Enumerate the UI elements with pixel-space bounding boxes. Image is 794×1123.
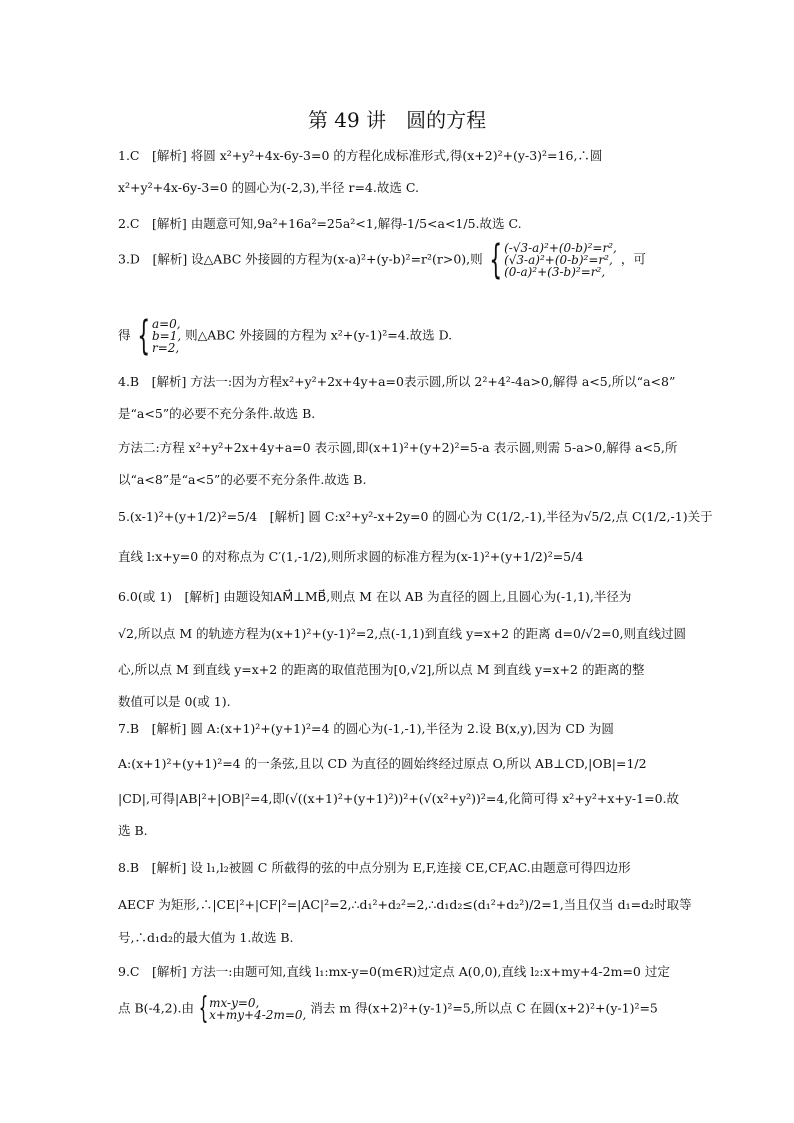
answer-1-line-2: x²+y²+4x-6y-3=0 的圆心为(-2,3),半径 r=4.故选 C.	[118, 180, 419, 195]
answer-8-line-3: 号,∴d₁d₂的最大值为 1.故选 B.	[118, 930, 294, 945]
system-row: x+my+4-2m=0,	[209, 1008, 307, 1022]
answer-4-line-1: 4.B [解析] 方法一:因为方程x²+y²+2x+4y+a=0表示圆,所以 2²+4²-4a>0,解得 a<5,所以“a<8”	[118, 374, 676, 389]
answer-8-line-1: 8.B [解析] 设 l₁,l₂被圆 C 所截得的弦的中点分别为 E,F,连接 CE,CF,AC.由题意可得四边形	[118, 860, 631, 875]
answer-3-line-2	[118, 313, 453, 359]
answer-6-line-1: 6.0(或 1) [解析] 由题设知AM⃗⊥MB⃗,则点 M 在以 AB 为直径的圆上,且圆心为(-1,1),半径为	[118, 589, 632, 604]
system-row: b=1,	[151, 329, 182, 343]
answer-4-line-4: 以“a<8”是“a<5”的必要不充分条件.故选 B.	[118, 472, 367, 487]
answer-6-line-2: √2,所以点 M 的轨迹方程为(x+1)²+(y-1)²=2,点(-1,1)到直线 y=x+2 的距离 d=0/√2=0,则直线过圆	[118, 626, 687, 641]
answer-3-tail: ，可	[620, 251, 646, 267]
answer-9-tail: 消去 m 得(x+2)²+(y-1)²=5,所以点 C 在圆(x+2)²+(y-1)²=5	[310, 1000, 658, 1016]
system-row: mx-y=0,	[209, 996, 260, 1010]
answer-7-line-1: 7.B [解析] 圆 A:(x+1)²+(y+1)²=4 的圆心为(-1,-1),半径为 2.设 B(x,y),因为 CD 为圆	[118, 721, 614, 736]
answer-7-line-3: |CD|,可得|AB|²+|OB|²=4,即(√((x+1)²+(y+1)²))²+(√(x²+y²))²=4,化简可得 x²+y²+x+y-1=0.故	[118, 791, 679, 806]
answer-9-text: 点 B(-4,2).由	[118, 1000, 194, 1016]
answer-7-line-2: A:(x+1)²+(y+1)²=4 的一条弦,且以 CD 为直径的圆始终经过原点 O,所以 AB⊥CD,|OB|=1/2	[118, 756, 647, 771]
solution-system: { a=0, b=1, r=2,	[136, 313, 182, 359]
answer-3-de: 得	[118, 327, 131, 343]
page-title: 第 49 讲 圆的方程	[307, 108, 487, 132]
answer-6-line-4: 数值可以是 0(或 1).	[118, 694, 231, 709]
answer-1-line-1: 1.C [解析] 将圆 x²+y²+4x-6y-3=0 的方程化成标准形式,得(x+2)²+(y-3)²=16,∴圆	[118, 148, 603, 163]
answer-5-line-1: 5.(x-1)²+(y+1/2)²=5/4 [解析] 圆 C:x²+y²-x+2y=0 的圆心为 C(1/2,-1),半径为√5/2,点 C(1/2,-1)关于	[118, 509, 713, 524]
answer-9-line-1: 9.C [解析] 方法一:由题可知,直线 l₁:mx-y=0(m∈R)过定点 A(0,0),直线 l₂:x+my+4-2m=0 过定	[118, 964, 670, 979]
answer-8-line-2: AECF 为矩形,∴|CE|²+|CF|²=|AC|²=2,∴d₁²+d₂²=2,∴d₁d₂≤(d₁²+d₂²)/2=1,当且仅当 d₁=d₂时取等	[118, 897, 692, 912]
system-row: (0-a)²+(3-b)²=r²,	[504, 265, 606, 279]
equation-system: { (-√3-a)²+(0-b)²=r², (√3-a)²+(0-b)²=r², (0-a)²+(3-b)²=r²,	[489, 237, 617, 283]
system-row: (√3-a)²+(0-b)²=r²,	[504, 253, 613, 267]
answer-3-text: 3.D [解析] 设△ABC 外接圆的方程为(x-a)²+(y-b)²=r²(r>0),则	[118, 251, 483, 267]
answer-2: 2.C [解析] 由题意可知,9a²+16a²=25a²<1,解得-1/5<a<1/5.故选 C.	[118, 216, 522, 231]
answer-4-line-3: 方法二:方程 x²+y²+2x+4y+a=0 表示圆,即(x+1)²+(y+2)²=5-a 表示圆,则需 5-a>0,解得 a<5,所	[118, 440, 678, 455]
answer-9-line-2	[118, 991, 658, 1026]
system-row: a=0,	[151, 317, 181, 331]
answer-3-line-1	[118, 237, 646, 283]
answer-6-line-3: 心,所以点 M 到直线 y=x+2 的距离的取值范围为[0,√2],所以点 M 到直线 y=x+2 的距离的整	[118, 662, 645, 677]
answer-3-conclusion: 则△ABC 外接圆的方程为 x²+(y-1)²=4.故选 D.	[185, 327, 453, 343]
answer-7-line-4: 选 B.	[118, 823, 148, 838]
system-row: r=2,	[151, 341, 180, 355]
answer-5-line-2: 直线 l:x+y=0 的对称点为 C′(1,-1/2),则所求圆的标准方程为(x-1)²+(y+1/2)²=5/4	[118, 549, 584, 564]
equation-system: { mx-y=0, x+my+4-2m=0,	[198, 991, 307, 1026]
system-row: (-√3-a)²+(0-b)²=r²,	[504, 241, 617, 255]
answer-4-line-2: 是“a<5”的必要不充分条件.故选 B.	[118, 406, 316, 421]
